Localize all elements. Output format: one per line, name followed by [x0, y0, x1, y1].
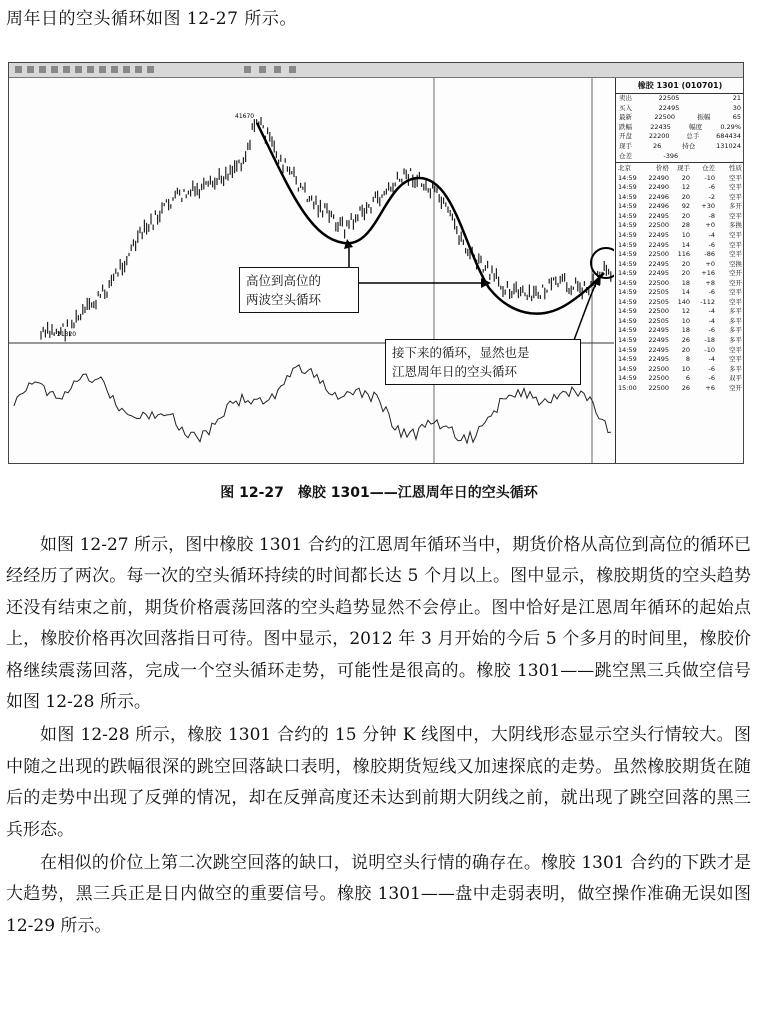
tick-header-cell: 仓差	[702, 164, 715, 173]
tick-cell: 18	[681, 326, 690, 335]
quote-list	[616, 94, 744, 161]
tick-cell: 多平	[729, 336, 742, 344]
tick-cell: 22495	[648, 269, 669, 278]
callout-1-line-1: 高位到高位的	[246, 273, 322, 288]
tick-row	[616, 288, 744, 298]
tick-cell: 22500	[648, 307, 669, 316]
quote-row	[616, 152, 744, 162]
quote-row	[616, 113, 744, 123]
tick-cell: 22495	[648, 326, 669, 335]
tick-header-cell: 价格	[656, 164, 669, 173]
tick-cell: 22495	[648, 211, 669, 220]
quote-row	[616, 142, 744, 152]
tick-cell: 22500	[648, 221, 669, 230]
tick-row	[616, 374, 744, 384]
tick-row	[616, 326, 744, 336]
tick-cell: 20	[681, 259, 690, 268]
figure-caption: 图 12-27 橡胶 1301——江恩周年日的空头循环	[220, 485, 538, 501]
tick-cell: 14:59	[618, 345, 637, 354]
tick-cell: 22495	[648, 336, 669, 344]
tick-row	[616, 260, 744, 270]
tick-table-header	[616, 164, 744, 174]
tick-cell: 14:59	[618, 211, 637, 220]
tick-cell: 116	[677, 250, 690, 259]
tick-cell: 12	[681, 307, 690, 316]
tick-row	[616, 355, 744, 365]
callout-2-line-2: 江恩周年日的空头循环	[392, 364, 518, 379]
tick-cell: 22490	[648, 183, 669, 192]
paragraph-3: 在相似的价位上第二次跳空回落的缺口，说明空头行情的确存在。橡胶 1301 合约的下跌才是大趋势，黑三兵正是日内做空的重要信号。橡胶 1301——盘中走弱表明，做空操作准确无误如图 12-29 所示。	[6, 853, 751, 936]
tick-cell: 14:59	[618, 307, 637, 316]
tick-cell: 10	[681, 364, 690, 373]
tick-cell: 20	[681, 269, 690, 278]
callout-box-1	[239, 267, 359, 313]
tick-row	[616, 298, 744, 308]
tick-cell: 多平	[729, 326, 742, 335]
tick-cell: -112	[700, 297, 715, 306]
tick-cell: 92	[681, 202, 690, 211]
tick-cell: 22496	[648, 192, 669, 201]
tick-cell: 14:59	[618, 288, 637, 297]
chart-toolbar	[9, 63, 743, 78]
low-price-label: 21320	[57, 331, 77, 338]
tick-cell: -6	[708, 183, 715, 192]
tick-cell: 22495	[648, 345, 669, 354]
tick-cell: 22495	[648, 240, 669, 249]
quote-label-2: 幅度	[689, 122, 703, 131]
callout-1-line-2: 两波空头循环	[246, 292, 322, 307]
quote-label: 跌幅	[619, 122, 632, 131]
quote-label: 仓差	[619, 151, 632, 160]
tick-cell: -18	[704, 336, 715, 344]
tick-cell: 22496	[648, 202, 669, 211]
quote-label-2: 振幅	[697, 113, 711, 122]
quote-value-2: 0.29%	[720, 122, 741, 131]
tick-cell: 10	[681, 230, 690, 239]
tick-row	[616, 365, 744, 375]
quote-panel	[615, 78, 744, 463]
tick-cell: +0	[705, 259, 715, 268]
callout-2-line-1: 接下来的循环，显然也是	[392, 345, 530, 360]
tick-cell: 空平	[729, 230, 742, 239]
tick-cell: 22495	[648, 259, 669, 268]
tick-row	[616, 317, 744, 327]
tick-cell: 14:59	[618, 221, 637, 230]
tick-cell: 14:59	[618, 259, 637, 268]
quote-value-2: 131024	[716, 141, 741, 150]
tick-cell: 15:00	[618, 383, 637, 392]
quote-value: 26	[652, 141, 662, 150]
tick-cell: -86	[704, 250, 715, 259]
tick-cell: -6	[708, 364, 715, 373]
tick-cell: 22495	[648, 355, 669, 364]
tick-cell: 20	[681, 192, 690, 201]
tick-cell: +30	[701, 202, 715, 211]
tick-cell: -6	[708, 288, 715, 297]
tick-cell: -4	[708, 230, 715, 239]
tick-cell: 空开	[729, 278, 742, 287]
tick-cell: 14	[681, 288, 690, 297]
tick-cell: +6	[705, 383, 715, 392]
tick-cell: 双平	[729, 374, 742, 383]
tick-cell: 140	[677, 297, 690, 306]
tick-row	[616, 279, 744, 289]
tick-cell: 14:59	[618, 183, 637, 192]
tick-row	[616, 183, 744, 193]
tick-cell: 14:59	[618, 230, 637, 239]
quote-label: 现手	[619, 141, 632, 150]
tick-cell: 14:59	[618, 278, 637, 287]
tick-cell: 空开	[729, 383, 742, 392]
chart-figure	[8, 62, 744, 464]
tick-cell: 22500	[648, 364, 669, 373]
tick-cell: 20	[681, 211, 690, 220]
tick-row	[616, 193, 744, 203]
quote-value-2: 684434	[716, 132, 741, 141]
tick-row	[616, 202, 744, 212]
quote-value: 22495	[658, 103, 680, 112]
quote-row	[616, 104, 744, 114]
tick-cell: 22500	[648, 278, 669, 287]
tick-cell: 22500	[648, 250, 669, 259]
top-price-label: 41670	[235, 113, 255, 120]
quote-label-2: 总手	[686, 132, 700, 141]
tick-row	[616, 269, 744, 279]
tick-cell: 14:59	[618, 192, 637, 201]
tick-row	[616, 336, 744, 346]
tick-cell: 14:59	[618, 374, 637, 383]
tick-cell: 12	[681, 183, 690, 192]
tick-cell: 14	[681, 240, 690, 249]
tick-cell: 22505	[648, 316, 669, 325]
tick-cell: 14:59	[618, 316, 637, 325]
tick-cell: -8	[708, 211, 715, 220]
tick-cell: 22490	[648, 173, 669, 182]
quote-value-2: 21	[732, 94, 741, 102]
tick-cell: 空平	[729, 355, 742, 364]
tick-cell: 22500	[648, 374, 669, 383]
tick-cell: 空平	[729, 288, 742, 297]
tick-row	[616, 250, 744, 260]
tick-cell: 14:59	[618, 364, 637, 373]
tick-row	[616, 231, 744, 241]
tick-cell: 14:59	[618, 336, 637, 344]
tick-cell: 26	[681, 336, 690, 344]
tick-row	[616, 241, 744, 251]
tick-cell: -4	[708, 355, 715, 364]
tick-cell: 多换	[729, 221, 742, 230]
tick-cell: -6	[708, 240, 715, 249]
tick-cell: 空平	[729, 297, 742, 306]
quote-value: 22200	[648, 132, 670, 141]
tick-cell: 空平	[729, 192, 742, 201]
tick-cell: 14:59	[618, 240, 637, 249]
tick-cell: 10	[681, 316, 690, 325]
tick-cell: 22495	[648, 230, 669, 239]
tick-cell: +0	[705, 221, 715, 230]
tick-cell: 22505	[648, 288, 669, 297]
tick-row	[616, 346, 744, 356]
tick-cell: -4	[708, 316, 715, 325]
body-text	[6, 530, 751, 944]
tick-cell: 多开	[729, 202, 742, 211]
tick-cell: 22505	[648, 297, 669, 306]
tick-cell: 26	[681, 383, 690, 392]
callout-box-2	[385, 339, 581, 385]
tick-cell: +8	[705, 278, 715, 287]
tick-cell: -10	[704, 173, 715, 182]
tick-row	[616, 307, 744, 317]
tick-cell: 空平	[729, 183, 742, 192]
tick-cell: 多平	[729, 316, 742, 325]
quote-row	[616, 132, 744, 142]
tick-cell: 14:59	[618, 269, 637, 278]
tick-cell: 空平	[729, 240, 742, 249]
quote-value-2: 65	[732, 113, 741, 122]
tick-header-cell: 北京	[618, 164, 631, 173]
tick-cell: 空平	[729, 211, 742, 220]
tick-cell: 多平	[729, 364, 742, 373]
tick-cell: 14:59	[618, 326, 637, 335]
quote-value: 22505	[658, 94, 680, 102]
tick-cell: -2	[708, 192, 715, 201]
tick-row	[616, 221, 744, 231]
tick-cell: 6	[685, 374, 690, 383]
tick-cell: +16	[701, 269, 715, 278]
intro-line: 周年日的空头循环如图 12-27 所示。	[6, 9, 297, 29]
tick-cell: -4	[708, 307, 715, 316]
tick-cell: 14:59	[618, 250, 637, 259]
tick-row	[616, 174, 744, 184]
quote-label: 买入	[619, 103, 632, 112]
tick-cell: 14:59	[618, 297, 637, 306]
tick-table	[616, 174, 744, 394]
tick-cell: 22500	[648, 383, 669, 392]
tick-header-cell: 性质	[729, 164, 742, 173]
tick-cell: 空平	[729, 250, 742, 259]
quote-panel-title: 橡胶 1301 (010701)	[616, 78, 744, 94]
tick-cell: 28	[681, 221, 690, 230]
tick-row	[616, 384, 744, 394]
tick-cell: 空换	[729, 259, 742, 268]
paragraph-1: 如图 12-27 所示，图中橡胶 1301 合约的江恩周年循环当中，期货价格从高位到高位的循环已经经历了两次。每一次的空头循环持续的时间都长达 5 个月以上。图中显示，橡胶期货的空头趋势还没有结束之前，期货价格震荡回落的空头趋势显然不会停止。图中恰好是江恩周年循环的起始点上，橡胶价格再次回落指日可待。图中显示，2012 年 3 月开始的今后 5 个多月的时间里，橡胶价格继续震荡回落，完成一个空头循环走势，可能性是很高的。橡胶 1301——跳空黑三兵做空信号如图 12-28 所示。	[6, 535, 751, 713]
tick-cell: 20	[681, 173, 690, 182]
quote-label: 卖出	[619, 94, 632, 102]
tick-cell: 18	[681, 278, 690, 287]
tick-cell: -6	[708, 326, 715, 335]
quote-label-2: 持仓	[682, 141, 696, 150]
tick-cell: 空平	[729, 345, 742, 354]
quote-label: 开盘	[619, 132, 632, 141]
tick-cell: 空平	[729, 173, 742, 182]
tick-cell: 20	[681, 345, 690, 354]
quote-row	[616, 94, 744, 104]
quote-value: 22500	[654, 113, 676, 122]
tick-cell: 空开	[729, 269, 742, 278]
quote-row	[616, 123, 744, 133]
tick-row	[616, 212, 744, 222]
paragraph-2: 如图 12-28 所示，橡胶 1301 合约的 15 分钟 K 线图中，大阴线形态显示空头行情较大。图中随之出现的跌幅很深的跳空回落缺口表明，橡胶期货短线又加速探底的走势。虽然橡胶期货在随后的走势中出现了反弹的情况，却在反弹高度还未达到前期大阴线之前，就出现了跳空回落的黑三兵形态。	[6, 725, 751, 840]
quote-value-2: 30	[732, 103, 741, 112]
tick-cell: 14:59	[618, 202, 637, 211]
tick-header-cell: 现手	[677, 164, 690, 173]
tick-cell: -6	[708, 374, 715, 383]
quote-value: 22435	[650, 122, 671, 131]
tick-cell: 14:59	[618, 355, 637, 364]
quote-value: -396	[663, 151, 679, 160]
tick-cell: 14:59	[618, 173, 637, 182]
tick-cell: 多平	[729, 307, 742, 316]
quote-label: 最新	[619, 113, 632, 122]
tick-cell: -10	[704, 345, 715, 354]
tick-cell: 8	[685, 355, 690, 364]
